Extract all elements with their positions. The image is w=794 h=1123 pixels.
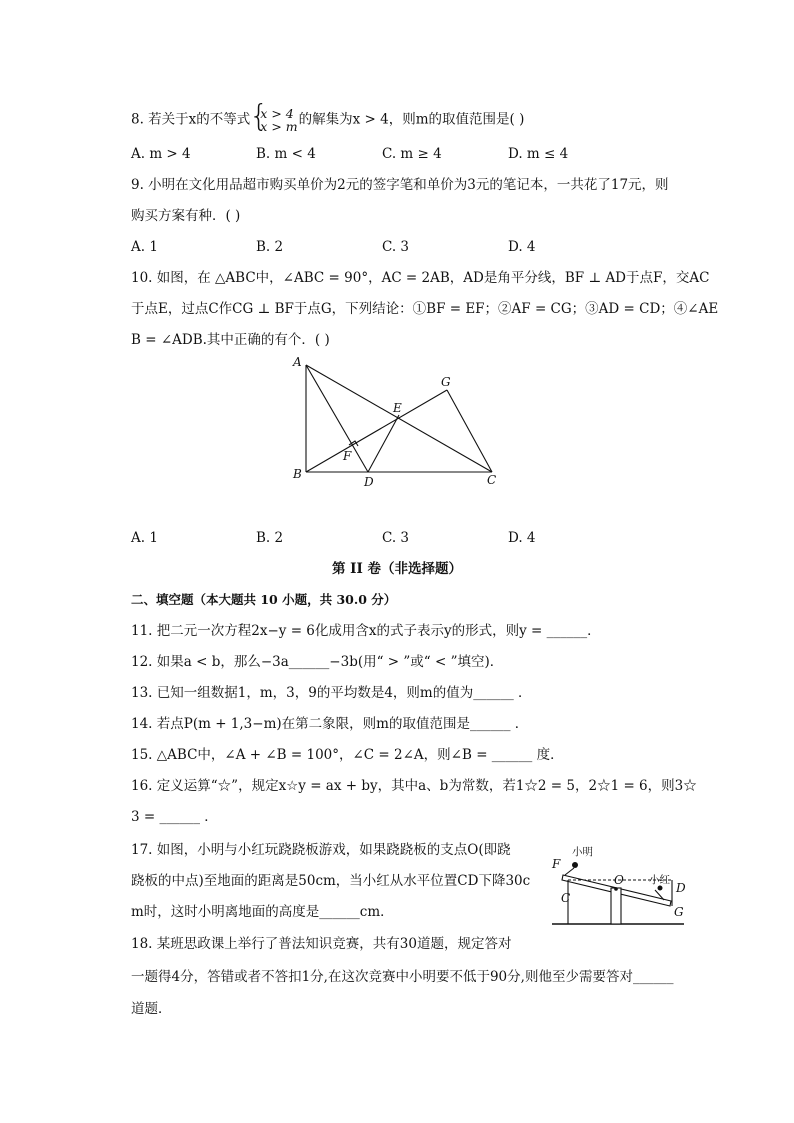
q8-option-d: D. m ≤ 4: [508, 146, 569, 162]
q9-option-d: D. 4: [508, 239, 536, 255]
q16-line2: 3 = ______ ．: [131, 809, 218, 825]
q18-line2: 一题得4分，答错或者不答扣1分,在这次竞赛中小明要不低于90分,则他至少需要答对______: [131, 969, 674, 985]
q17-line1: 17. 如图，小明与小红玩跷跷板游戏，如果跷跷板的支点O(即跷: [131, 842, 511, 858]
q17-seesaw-figure: [548, 838, 688, 930]
segment-ad: [306, 365, 368, 472]
part2-title: 第 II 卷（非选择题）: [331, 561, 463, 577]
q8-sys-line2: x > m: [260, 119, 298, 134]
section-fill-in-blanks: 二、填空题（本大题共 10 小题，共 30.0 分）: [131, 592, 397, 607]
label-o: O: [614, 873, 624, 887]
q10-triangle-figure: [285, 352, 505, 494]
fulcrum-point: [614, 887, 618, 891]
q10-option-b: B. 2: [256, 530, 284, 546]
q8-sys-line1: { x > 4: [260, 106, 294, 121]
label-xiaoming: 小明: [572, 846, 593, 858]
label-g: G: [441, 375, 451, 389]
q9-option-a: A. 1: [131, 239, 158, 255]
question-8: [131, 107, 524, 133]
label-c: C: [561, 891, 571, 905]
label-b: B: [293, 467, 302, 481]
q18-line1: 18. 某班思政课上举行了普法知识竞赛，共有30道题，规定答对: [131, 936, 512, 952]
q10-line2: 于点E，过点C作CG ⊥ BF于点G，下列结论：①BF = EF；②AF = CG；③AD = CD；④∠AE: [131, 301, 719, 317]
fulcrum-post: [611, 888, 621, 924]
q10-option-c: C. 3: [382, 530, 410, 546]
label-d: D: [676, 881, 686, 895]
q9-line2: 购买方案有种．( ): [131, 208, 241, 224]
question-14: 14. 若点P(m + 1,3−m)在第二象限，则m的取值范围是______ ．: [131, 716, 529, 732]
q10-line1: 10. 如图，在 △ABC中，∠ABC = 90°，AC = 2AB，AD是角平分线，BF ⊥ AD于点F，交AC: [131, 270, 710, 286]
q8-suffix: 的解集为x > 4，则m的取值范围是( ): [298, 111, 525, 128]
label-e: E: [393, 401, 402, 415]
segment-de: [368, 415, 399, 472]
q8-option-c: C. m ≥ 4: [382, 146, 442, 162]
question-12: 12. 如果a < b，那么−3a______−3b(用“ > ”或“ < ”填空)．: [131, 654, 504, 670]
label-c: C: [487, 473, 497, 487]
q17-line2: 跷板的中点)至地面的距离是50cm，当小红从水平位置CD下降30c: [131, 873, 531, 889]
q16-line1: 16. 定义运算“☆”，规定x☆y = ax + by，其中a、b为常数，若1☆2 = 5，2☆1 = 6，则3☆: [131, 778, 697, 794]
question-13: 13. 已知一组数据1，m，3，9的平均数是4，则m的值为______ ．: [131, 685, 532, 701]
q8-option-a: A. m > 4: [131, 146, 191, 162]
q10-option-a: A. 1: [131, 530, 158, 546]
label-g: G: [674, 905, 684, 919]
label-f: F: [552, 857, 561, 871]
xiaoming-body: [565, 868, 574, 875]
label-d: D: [364, 475, 374, 489]
q18-line3: 道题．: [131, 1001, 172, 1017]
question-15: 15. △ABC中，∠A + ∠B = 100°，∠C = 2∠A，则∠B = ______ 度．: [131, 747, 564, 763]
q10-line3: B = ∠ADB.其中正确的有个．( ): [131, 332, 330, 348]
q8-inequality-system: [251, 107, 297, 133]
q8-option-b: B. m < 4: [256, 146, 316, 162]
q9-option-c: C. 3: [382, 239, 410, 255]
q8-prefix: 8. 若关于x的不等式: [131, 111, 251, 128]
label-f: F: [343, 449, 352, 463]
q10-option-d: D. 4: [508, 530, 536, 546]
question-11: 11. 把二元一次方程2x−y = 6化成用含x的式子表示y的形式，则y = ______．: [131, 623, 601, 639]
q9-option-b: B. 2: [256, 239, 284, 255]
segment-cg: [447, 390, 492, 472]
xiaoming-head: [572, 862, 578, 868]
q17-line3: m时，这时小明离地面的高度是______cm．: [131, 904, 394, 920]
xiaohong-head: [658, 886, 663, 891]
label-xiaohong: 小红: [649, 874, 670, 886]
label-a: A: [293, 355, 302, 369]
q9-line1: 9. 小明在文化用品超市购买单价为2元的签字笔和单价为3元的笔记本，一共花了17元，则: [131, 177, 669, 193]
